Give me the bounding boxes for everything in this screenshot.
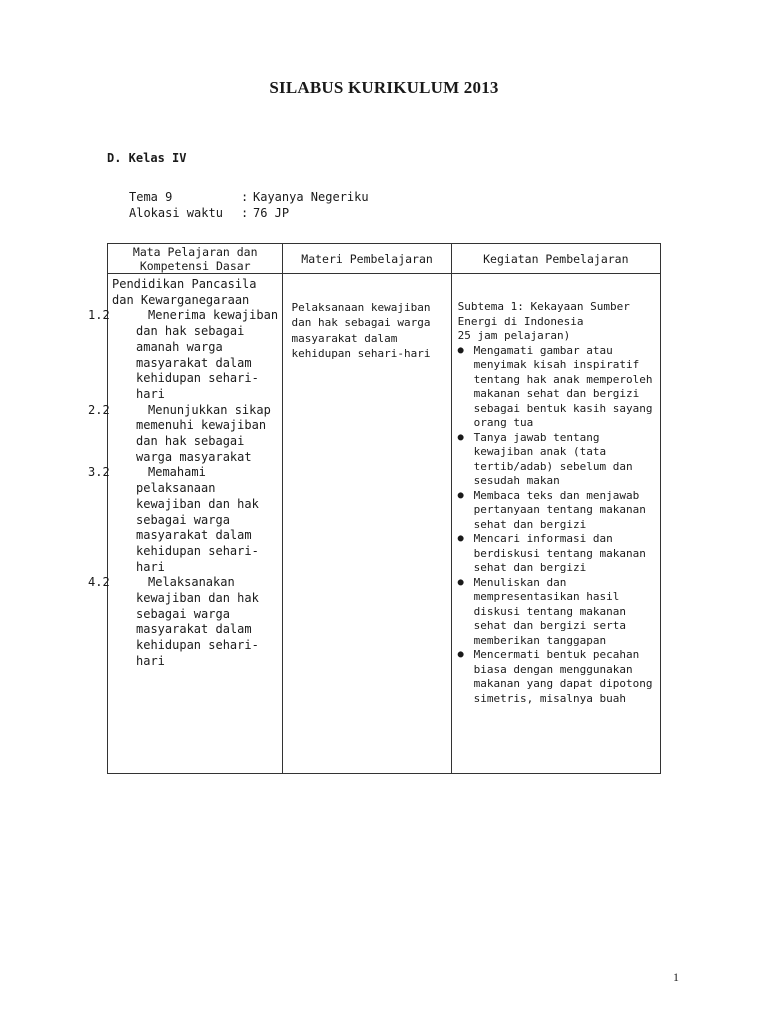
list-item xyxy=(458,532,654,576)
list-item xyxy=(458,576,654,649)
competency-item xyxy=(88,308,280,402)
document-title: SILABUS KURIKULUM 2013 xyxy=(269,78,499,97)
meta-separator: : xyxy=(241,206,249,220)
kegiatan-list xyxy=(458,344,654,707)
meta-separator: : xyxy=(241,190,249,204)
competency-number: 2.2 xyxy=(88,402,110,417)
materi-text: Pelaksanaan kewajiban dan hak sebagai warga masyarakat dalam kehidupan sehari-hari xyxy=(291,301,431,361)
bullet-icon: ● xyxy=(457,489,464,501)
list-item xyxy=(458,431,654,489)
competency-number: 1.2 xyxy=(88,308,110,323)
competency-list xyxy=(88,308,280,669)
kegiatan-text: Membaca teks dan menjawab pertanyaan tentang makanan sehat dan bergizi xyxy=(473,488,646,531)
competency-item xyxy=(88,402,280,466)
list-item xyxy=(458,489,654,533)
header-materi: Materi Pembelajaran xyxy=(283,244,451,274)
page-number: 1 xyxy=(673,970,679,984)
meta-label: Alokasi waktu xyxy=(129,206,223,220)
meta-row-alokasi xyxy=(129,205,289,221)
competency-text: Menunjukkan sikap memenuhi kewajiban dan hak sebagai warga masyarakat xyxy=(136,402,271,464)
subject-name: Pendidikan Pancasila dan Kewarganegaraan xyxy=(112,277,257,307)
competency-text: Memahami pelaksanaan kewajiban dan hak sebagai warga masyarakat dalam kehidupan sehari-hari xyxy=(136,465,259,574)
meta-row-tema xyxy=(129,189,369,205)
bullet-icon: ● xyxy=(457,431,464,443)
bullet-icon: ● xyxy=(457,533,464,544)
kegiatan-text: Menuliskan dan mempresentasikan hasil diskusi tentang makanan sehat dan bergizi serta memberikan tanggapan xyxy=(473,575,626,647)
meta-label: Tema 9 xyxy=(129,190,173,204)
kegiatan-text: Tanya jawab tentang kewajiban anak (tata tertib/adab) sebelum dan sesudah makan xyxy=(473,430,633,487)
header-mata-pelajaran: Mata Pelajaran dan Kompetensi Dasar xyxy=(108,244,283,274)
cell-kegiatan xyxy=(451,274,660,774)
kegiatan-text: Mengamati gambar atau menyimak kisah inspiratif tentang hak anak memperoleh makanan sehat dan bergizi sebagai bentuk kasih sayang orang tua xyxy=(473,343,653,429)
subtema-title: Subtema 1: Kekayaan Sumber Energi di Indonesia xyxy=(457,300,630,328)
table-header-row xyxy=(108,244,661,274)
header-kegiatan: Kegiatan Pembelajaran xyxy=(451,244,660,274)
table-row xyxy=(108,274,661,774)
bullet-icon: ● xyxy=(457,344,464,356)
kegiatan-text: Mencermati bentuk pecahan biasa dengan menggunakan makanan yang dapat dipotong simetris, misalnya buah xyxy=(473,648,653,705)
cell-kompetensi xyxy=(88,274,283,774)
competency-text: Melaksanakan kewajiban dan hak sebagai warga masyarakat dalam kehidupan sehari-hari xyxy=(136,575,259,668)
competency-number: 4.2 xyxy=(88,575,110,590)
competency-text: Menerima kewajiban dan hak sebagai amanah warga masyarakat dalam kehidupan sehari-hari xyxy=(136,308,279,401)
silabus-table xyxy=(88,243,661,774)
bullet-icon: ● xyxy=(457,576,464,588)
competency-item xyxy=(88,465,280,575)
list-item xyxy=(458,648,654,706)
meta-value: Kayanya Negeriku xyxy=(253,190,369,204)
subtema-hours: 25 jam pelajaran) xyxy=(457,329,571,342)
meta-value: 76 JP xyxy=(253,206,290,220)
cell-materi xyxy=(283,274,451,774)
kegiatan-text: Mencari informasi dan berdiskusi tentang makanan sehat dan bergizi xyxy=(473,532,646,574)
competency-number: 3.2 xyxy=(88,465,110,480)
bullet-icon: ● xyxy=(457,649,464,660)
section-heading: D. Kelas IV xyxy=(107,151,187,165)
list-item xyxy=(458,344,654,431)
competency-item xyxy=(88,575,280,669)
